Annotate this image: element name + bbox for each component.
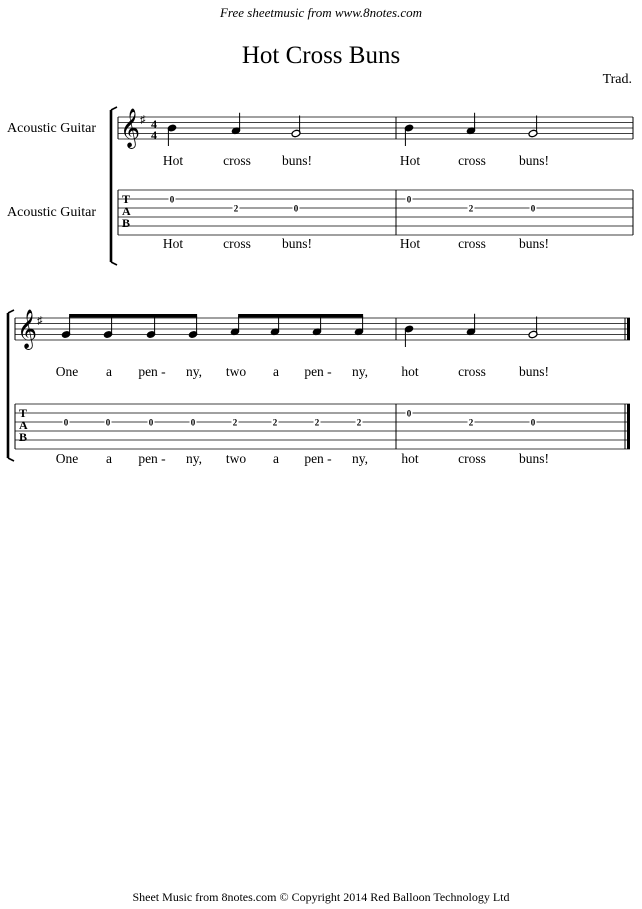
fret-number: 2: [468, 417, 474, 428]
lyric-syllable: buns!: [519, 153, 549, 168]
lyric-syllable: ny,: [352, 364, 368, 379]
tab-clef-letter: B: [19, 430, 28, 444]
lyric-syllable: pen -: [304, 451, 332, 466]
lyric-syllable: buns!: [282, 236, 312, 251]
fret-number: 2: [272, 417, 278, 428]
lyric-syllable: Hot: [399, 236, 421, 251]
fret-number: 2: [233, 203, 239, 214]
note-beam: [69, 314, 197, 318]
fret-number: 0: [530, 417, 536, 428]
lyric-syllable: hot: [401, 364, 419, 379]
treble-clef-icon: 𝄞: [120, 110, 141, 147]
sharp-icon: ♯: [37, 315, 43, 327]
lyric-syllable: a: [106, 451, 112, 466]
lyric-syllable: a: [106, 364, 112, 379]
header-note: Free sheetmusic from www.8notes.com: [219, 5, 423, 20]
lyric-syllable: buns!: [519, 451, 549, 466]
time-sig-bottom: 4: [151, 128, 157, 142]
fret-number: 0: [293, 203, 299, 214]
lyric-syllable: cross: [458, 364, 486, 379]
fret-number: 0: [105, 417, 111, 428]
fret-number: 0: [406, 408, 412, 419]
lyric-syllable: hot: [401, 451, 419, 466]
lyric-syllable: Hot: [399, 153, 421, 168]
lyric-syllable: pen -: [304, 364, 332, 379]
lyric-syllable: ny,: [352, 451, 368, 466]
lyric-syllable: Hot: [162, 153, 184, 168]
system-bracket-cap: [111, 107, 117, 110]
lyric-syllable: Hot: [162, 236, 184, 251]
time-sig-top: 4: [151, 117, 157, 131]
tab-clef-letter: T: [122, 192, 131, 206]
lyric-syllable: buns!: [519, 236, 549, 251]
treble-clef-icon: 𝄞: [17, 311, 38, 348]
lyric-syllable: cross: [223, 236, 251, 251]
system-bracket-cap: [111, 262, 117, 265]
tab-clef-letter: A: [19, 418, 28, 432]
page-title: Hot Cross Buns: [241, 42, 401, 69]
lyric-syllable: a: [273, 451, 279, 466]
lyric-syllable: buns!: [519, 364, 549, 379]
system-bracket-cap: [8, 458, 14, 461]
lyric-syllable: ny,: [186, 364, 202, 379]
lyric-syllable: cross: [458, 236, 486, 251]
tab-clef-letter: T: [19, 406, 28, 420]
instrument-name-staff: Acoustic Guitar: [7, 121, 97, 136]
composer-credit: Trad.: [602, 72, 632, 87]
fret-number: 0: [190, 417, 196, 428]
fret-number: 0: [406, 194, 412, 205]
footer-copyright: Sheet Music from 8notes.com © Copyright 2014 Red Balloon Technology Ltd: [132, 890, 510, 904]
fret-number: 2: [356, 417, 362, 428]
lyric-syllable: buns!: [282, 153, 312, 168]
lyric-syllable: One: [55, 364, 79, 379]
fret-number: 0: [530, 203, 536, 214]
lyric-syllable: One: [55, 451, 79, 466]
lyric-syllable: cross: [458, 451, 486, 466]
lyric-syllable: two: [225, 451, 247, 466]
lyric-syllable: ny,: [186, 451, 202, 466]
fret-number: 0: [148, 417, 154, 428]
lyric-syllable: pen -: [138, 364, 166, 379]
fret-number: 2: [314, 417, 320, 428]
fret-number: 2: [232, 417, 238, 428]
lyric-syllable: cross: [458, 153, 486, 168]
fret-number: 0: [63, 417, 69, 428]
lyric-syllable: cross: [223, 153, 251, 168]
sharp-icon: ♯: [140, 114, 146, 126]
fret-number: 2: [468, 203, 474, 214]
tab-clef-letter: A: [122, 204, 131, 218]
lyric-syllable: two: [225, 364, 247, 379]
system-bracket-cap: [8, 310, 14, 313]
instrument-name-tab: Acoustic Guitar: [7, 205, 97, 220]
lyric-syllable: pen -: [138, 451, 166, 466]
note-beam: [238, 314, 363, 318]
fret-number: 0: [169, 194, 175, 205]
lyric-syllable: a: [273, 364, 279, 379]
tab-clef-letter: B: [122, 216, 131, 230]
